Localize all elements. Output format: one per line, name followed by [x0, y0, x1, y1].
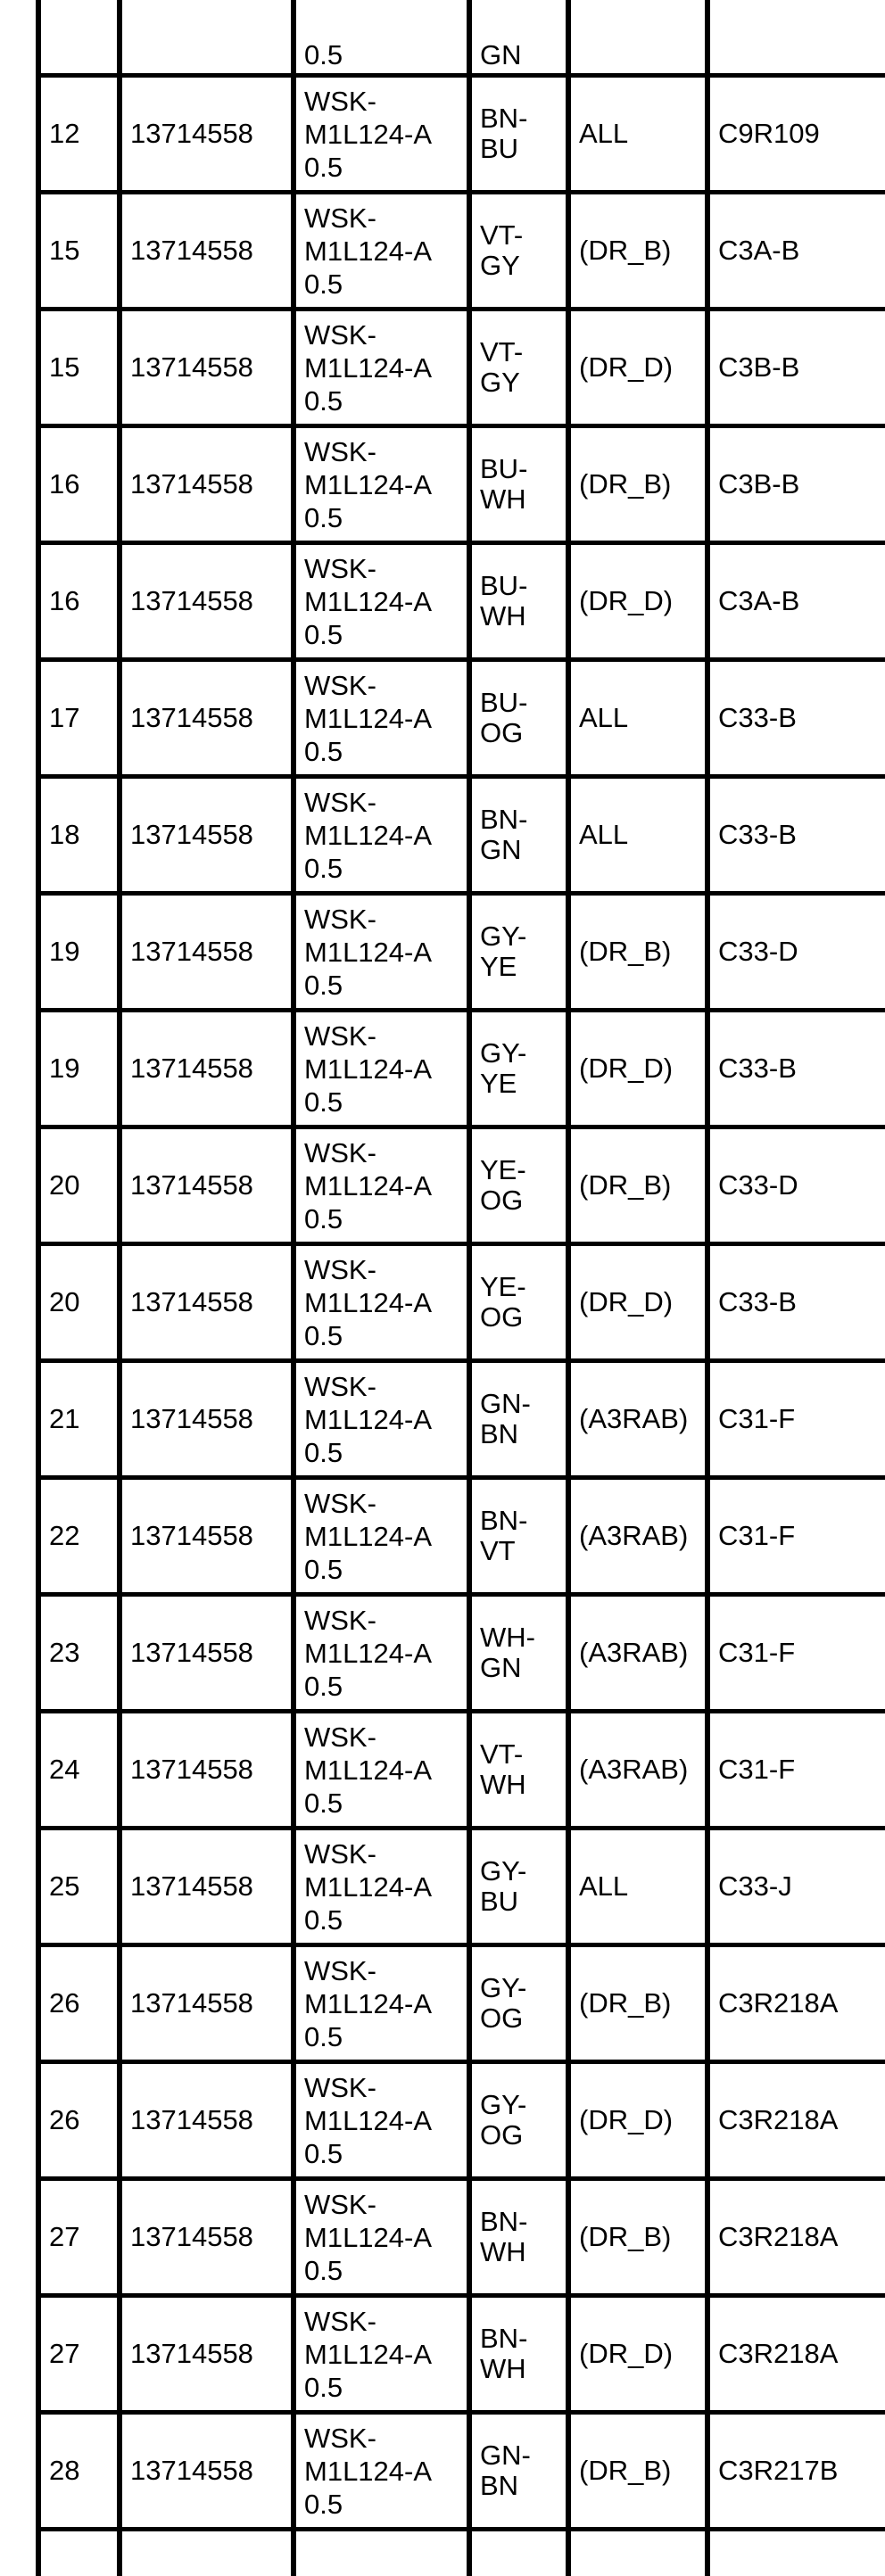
- destination-cell: C3B-B: [707, 426, 885, 543]
- table-row: [38, 660, 885, 777]
- table-row: [38, 2413, 885, 2530]
- cavity-cell: 23: [38, 1595, 120, 1712]
- color-line: GY: [480, 367, 520, 398]
- table-row: [38, 1945, 885, 2062]
- wire-type-line: 0.5: [304, 2020, 343, 2052]
- color-cell: [469, 1361, 568, 1478]
- part-number-cell: 13714558: [120, 1945, 294, 2062]
- wire-type-cell: [294, 543, 469, 660]
- part-number-cell: 13714558: [120, 426, 294, 543]
- color-line: YE: [480, 951, 517, 982]
- color-cell: GN: [469, 0, 568, 76]
- wire-type-line: 0.5: [304, 735, 343, 767]
- option-cell: (DR_B): [568, 1127, 707, 1244]
- wire-type-line: M1L124-A: [304, 1520, 433, 1552]
- cavity-cell: 26: [38, 1945, 120, 2062]
- destination-cell: C9R109: [707, 76, 885, 193]
- destination-cell: C33-D: [707, 1127, 885, 1244]
- color-cell: [469, 426, 568, 543]
- wire-type-line: M1L124-A: [304, 819, 433, 851]
- wire-type-cell: [294, 2296, 469, 2413]
- color-line: YE-: [480, 1154, 526, 1185]
- table-row: [38, 2296, 885, 2413]
- table-row: [38, 777, 885, 894]
- wire-type-line: WSK-: [304, 1721, 376, 1753]
- empty-cell: [707, 2530, 885, 2576]
- color-cell: [469, 1945, 568, 2062]
- empty-cell: [120, 2530, 294, 2576]
- option-cell: (A3RAB): [568, 1478, 707, 1595]
- color-line: YE: [480, 1068, 517, 1099]
- table-row: [38, 1829, 885, 1945]
- option-cell: ALL: [568, 76, 707, 193]
- wire-type-cell: [294, 1478, 469, 1595]
- wire-type-line: M1L124-A: [304, 2221, 433, 2253]
- option-cell: ALL: [568, 777, 707, 894]
- color-line: WH: [480, 1769, 526, 1800]
- wire-type-line: M1L124-A: [304, 2455, 433, 2487]
- table-row: [38, 2062, 885, 2179]
- color-line: YE-: [480, 1271, 526, 1302]
- wire-type-line: WSK-: [304, 552, 376, 584]
- option-cell: (DR_B): [568, 193, 707, 310]
- color-line: WH: [480, 2353, 526, 2384]
- wire-type-line: WSK-: [304, 903, 376, 935]
- color-line: BN-: [480, 103, 528, 134]
- color-line: WH-: [480, 1622, 535, 1653]
- color-cell: [469, 2179, 568, 2296]
- cavity-cell: 27: [38, 2179, 120, 2296]
- color-line: WH: [480, 483, 526, 515]
- wire-type-line: WSK-: [304, 1954, 376, 1986]
- wire-type-cell: [294, 193, 469, 310]
- cavity-cell: 15: [38, 193, 120, 310]
- wire-type-cell: [294, 426, 469, 543]
- part-number-cell: 13714558: [120, 2296, 294, 2413]
- color-cell: [469, 894, 568, 1011]
- option-cell: (DR_B): [568, 2413, 707, 2530]
- wire-type-line: WSK-: [304, 85, 376, 117]
- destination-cell: C31-F: [707, 1478, 885, 1595]
- option-cell: ALL: [568, 660, 707, 777]
- color-line: GN: [480, 834, 522, 865]
- part-number-cell: 13714558: [120, 2179, 294, 2296]
- wire-type-line: M1L124-A: [304, 702, 433, 734]
- wire-type-line: 0.5: [304, 1086, 343, 1118]
- wire-type-line: M1L124-A: [304, 235, 433, 267]
- option-cell: (DR_B): [568, 894, 707, 1011]
- option-cell: (DR_D): [568, 543, 707, 660]
- wire-type-line: 0.5: [304, 268, 343, 300]
- color-line: BN: [480, 1418, 519, 1449]
- color-cell: [469, 1244, 568, 1361]
- color-line: OG: [480, 717, 524, 748]
- destination-cell: [707, 0, 885, 76]
- wire-type-line: WSK-: [304, 2188, 376, 2220]
- color-line: BN-: [480, 1505, 528, 1536]
- table-row: [38, 1244, 885, 1361]
- color-line: GY-: [480, 1855, 527, 1887]
- wire-type-line: M1L124-A: [304, 1754, 433, 1786]
- destination-cell: C33-B: [707, 777, 885, 894]
- table-row: [38, 543, 885, 660]
- color-line: BU: [480, 1886, 519, 1917]
- wire-type-line: WSK-: [304, 786, 376, 818]
- wire-type-line: M1L124-A: [304, 2104, 433, 2136]
- wire-type-line: WSK-: [304, 202, 376, 234]
- color-line: BN-: [480, 2323, 528, 2354]
- color-line: GN: [480, 1652, 522, 1683]
- wire-type-line: M1L124-A: [304, 936, 433, 968]
- color-cell: [469, 2413, 568, 2530]
- wire-type-cell: [294, 777, 469, 894]
- wire-type-cell: [294, 894, 469, 1011]
- cavity-cell: 22: [38, 1478, 120, 1595]
- destination-cell: C3B-B: [707, 310, 885, 426]
- color-cell: [469, 310, 568, 426]
- part-number-cell: 13714558: [120, 1829, 294, 1945]
- color-line: WH: [480, 2236, 526, 2267]
- empty-cell: [294, 2530, 469, 2576]
- wire-table: [36, 0, 885, 2576]
- destination-cell: C33-B: [707, 660, 885, 777]
- wire-type-cell: [294, 1945, 469, 2062]
- color-cell: [469, 1127, 568, 1244]
- part-number-cell: 13714558: [120, 1478, 294, 1595]
- table-row: [38, 193, 885, 310]
- cavity-cell: 25: [38, 1829, 120, 1945]
- wire-table-body: [38, 0, 885, 2576]
- part-number-cell: 13714558: [120, 777, 294, 894]
- color-cell: [469, 1829, 568, 1945]
- color-cell: [469, 777, 568, 894]
- cavity-cell: 19: [38, 894, 120, 1011]
- empty-cell: [38, 2530, 120, 2576]
- color-line: OG: [480, 1301, 524, 1333]
- wire-type-line: WSK-: [304, 2422, 376, 2454]
- wire-type-line: 0.5: [304, 969, 343, 1001]
- color-line: BN: [480, 2470, 519, 2501]
- wire-type-line: WSK-: [304, 1020, 376, 1052]
- part-number-cell: 13714558: [120, 1127, 294, 1244]
- wire-type-line: 0.5: [304, 1903, 343, 1936]
- color-cell: [469, 193, 568, 310]
- wire-type-line: 0.5: [304, 2371, 343, 2403]
- wire-type-line: WSK-: [304, 1487, 376, 1519]
- wire-type-cell: [294, 2062, 469, 2179]
- cavity-cell: 20: [38, 1244, 120, 1361]
- wire-type-line: 0.5: [304, 151, 343, 183]
- table-row: [38, 76, 885, 193]
- wire-type-line: WSK-: [304, 1604, 376, 1636]
- wire-type-cell: [294, 2179, 469, 2296]
- option-cell: (DR_B): [568, 2179, 707, 2296]
- destination-cell: C31-F: [707, 1595, 885, 1712]
- wire-type-line: 0.5: [304, 501, 343, 533]
- cavity-cell: 15: [38, 310, 120, 426]
- wire-type-line: M1L124-A: [304, 351, 433, 384]
- cavity-cell: 21: [38, 1361, 120, 1478]
- part-number-cell: [120, 0, 294, 76]
- option-cell: [568, 0, 707, 76]
- table-row: [38, 1127, 885, 1244]
- wire-type-line: 0.5: [304, 1670, 343, 1702]
- wire-type-line: 0.5: [304, 2488, 343, 2520]
- wire-type-line: WSK-: [304, 435, 376, 467]
- destination-cell: C3R217B: [707, 2413, 885, 2530]
- color-line: GN-: [480, 2440, 531, 2471]
- wire-type-cell: [294, 1361, 469, 1478]
- destination-cell: C3R218A: [707, 2062, 885, 2179]
- color-line: BN-: [480, 2206, 528, 2237]
- color-cell: [469, 76, 568, 193]
- wire-type-cell: [294, 1595, 469, 1712]
- color-line: VT-: [480, 336, 524, 367]
- color-cell: [469, 2296, 568, 2413]
- part-number-cell: 13714558: [120, 2062, 294, 2179]
- wire-type-line: M1L124-A: [304, 585, 433, 617]
- color-line: VT-: [480, 1738, 524, 1770]
- empty-cell: [568, 2530, 707, 2576]
- option-cell: (A3RAB): [568, 1712, 707, 1829]
- color-line: BU-: [480, 453, 528, 484]
- table-row: [38, 1478, 885, 1595]
- wire-type-line: WSK-: [304, 1837, 376, 1870]
- cavity-cell: 27: [38, 2296, 120, 2413]
- destination-cell: C3A-B: [707, 193, 885, 310]
- color-line: VT: [480, 1535, 516, 1566]
- wire-type-line: M1L124-A: [304, 1637, 433, 1669]
- part-number-cell: 13714558: [120, 543, 294, 660]
- part-number-cell: 13714558: [120, 310, 294, 426]
- destination-cell: C3A-B: [707, 543, 885, 660]
- color-line: GY-: [480, 921, 527, 952]
- option-cell: (DR_D): [568, 310, 707, 426]
- color-line: VT-: [480, 219, 524, 251]
- table-row: [38, 1712, 885, 1829]
- wire-type-line: WSK-: [304, 669, 376, 701]
- option-cell: ALL: [568, 1829, 707, 1945]
- wire-type-line: 0.5: [304, 384, 343, 417]
- cavity-cell: [38, 0, 120, 76]
- cavity-cell: 24: [38, 1712, 120, 1829]
- color-cell: [469, 660, 568, 777]
- color-line: GY: [480, 250, 520, 281]
- destination-cell: C33-B: [707, 1011, 885, 1127]
- table-row: [38, 2179, 885, 2296]
- wire-type-line: M1L124-A: [304, 118, 433, 150]
- wire-type-line: 0.5: [304, 1319, 343, 1351]
- cavity-cell: 20: [38, 1127, 120, 1244]
- color-cell: [469, 543, 568, 660]
- part-number-cell: 13714558: [120, 76, 294, 193]
- wire-type-line: M1L124-A: [304, 1870, 433, 1903]
- color-cell: [469, 2062, 568, 2179]
- cavity-cell: 16: [38, 426, 120, 543]
- destination-cell: C33-D: [707, 894, 885, 1011]
- wire-type-cell: [294, 660, 469, 777]
- part-number-cell: 13714558: [120, 2413, 294, 2530]
- wire-type-line: 0.5: [304, 1787, 343, 1819]
- color-line: GY-: [480, 2089, 527, 2120]
- part-number-cell: 13714558: [120, 1244, 294, 1361]
- option-cell: (DR_B): [568, 426, 707, 543]
- color-line: GN-: [480, 1388, 531, 1419]
- destination-cell: C33-B: [707, 1244, 885, 1361]
- color-line: OG: [480, 2002, 524, 2034]
- continued-row: [38, 0, 885, 76]
- color-cell: [469, 1478, 568, 1595]
- option-cell: (DR_D): [568, 2062, 707, 2179]
- wire-type-line: 0.5: [304, 618, 343, 650]
- destination-cell: C31-F: [707, 1712, 885, 1829]
- wire-type-cell: [294, 1829, 469, 1945]
- color-cell: [469, 1011, 568, 1127]
- color-line: BU-: [480, 687, 528, 718]
- wire-type-line: 0.5: [304, 852, 343, 884]
- table-row: [38, 310, 885, 426]
- wire-type-cell: [294, 310, 469, 426]
- table-row: [38, 894, 885, 1011]
- wire-type-line: M1L124-A: [304, 2338, 433, 2370]
- wire-type-cell: [294, 1127, 469, 1244]
- color-line: WH: [480, 600, 526, 632]
- wire-type-cell: 0.5: [294, 0, 469, 76]
- wire-type-line: WSK-: [304, 2305, 376, 2337]
- wire-type-line: M1L124-A: [304, 1053, 433, 1085]
- wire-type-cell: [294, 1712, 469, 1829]
- empty-cell: [469, 2530, 568, 2576]
- table-row: [38, 426, 885, 543]
- wire-type-line: M1L124-A: [304, 1286, 433, 1318]
- color-cell: [469, 1595, 568, 1712]
- part-number-cell: 13714558: [120, 1011, 294, 1127]
- cavity-cell: 28: [38, 2413, 120, 2530]
- part-number-cell: 13714558: [120, 1712, 294, 1829]
- part-number-cell: 13714558: [120, 1595, 294, 1712]
- wire-type-line: M1L124-A: [304, 468, 433, 500]
- color-line: BU-: [480, 570, 528, 601]
- color-line: GY-: [480, 1037, 527, 1069]
- wire-type-line: WSK-: [304, 2071, 376, 2103]
- wire-type-line: 0.5: [304, 2137, 343, 2169]
- table-row: [38, 1595, 885, 1712]
- color-line: OG: [480, 2119, 524, 2151]
- part-number-cell: 13714558: [120, 660, 294, 777]
- destination-cell: C3R218A: [707, 1945, 885, 2062]
- wire-type-line: 0.5: [304, 1436, 343, 1468]
- wire-type-line: 0.5: [304, 2254, 343, 2286]
- part-number-cell: 13714558: [120, 193, 294, 310]
- cavity-cell: 17: [38, 660, 120, 777]
- wire-type-line: 0.5: [304, 1553, 343, 1585]
- destination-cell: C31-F: [707, 1361, 885, 1478]
- part-number-cell: 13714558: [120, 1361, 294, 1478]
- continued-row-next: [38, 2530, 885, 2576]
- option-cell: (DR_D): [568, 1011, 707, 1127]
- table-row: [38, 1011, 885, 1127]
- wire-type-cell: [294, 2413, 469, 2530]
- wire-type-line: WSK-: [304, 1370, 376, 1402]
- wire-type-cell: [294, 76, 469, 193]
- part-number-cell: 13714558: [120, 894, 294, 1011]
- option-cell: (DR_B): [568, 1945, 707, 2062]
- cavity-cell: 12: [38, 76, 120, 193]
- wire-type-line: WSK-: [304, 1136, 376, 1168]
- color-cell: [469, 1712, 568, 1829]
- cavity-cell: 26: [38, 2062, 120, 2179]
- wire-type-line: M1L124-A: [304, 1169, 433, 1201]
- color-line: OG: [480, 1185, 524, 1216]
- wire-type-line: M1L124-A: [304, 1987, 433, 2019]
- wire-type-line: WSK-: [304, 1253, 376, 1285]
- cavity-cell: 19: [38, 1011, 120, 1127]
- wire-type-line: 0.5: [304, 1202, 343, 1234]
- cavity-cell: 18: [38, 777, 120, 894]
- color-line: BN-: [480, 804, 528, 835]
- destination-cell: C33-J: [707, 1829, 885, 1945]
- color-line: BU: [480, 133, 519, 164]
- color-line: GY-: [480, 1972, 527, 2003]
- wire-type-line: M1L124-A: [304, 1403, 433, 1435]
- option-cell: (A3RAB): [568, 1595, 707, 1712]
- option-cell: (A3RAB): [568, 1361, 707, 1478]
- cavity-cell: 16: [38, 543, 120, 660]
- destination-cell: C3R218A: [707, 2296, 885, 2413]
- destination-cell: C3R218A: [707, 2179, 885, 2296]
- option-cell: (DR_D): [568, 2296, 707, 2413]
- wire-type-cell: [294, 1244, 469, 1361]
- wire-type-cell: [294, 1011, 469, 1127]
- wire-type-line: WSK-: [304, 318, 376, 351]
- option-cell: (DR_D): [568, 1244, 707, 1361]
- table-row: [38, 1361, 885, 1478]
